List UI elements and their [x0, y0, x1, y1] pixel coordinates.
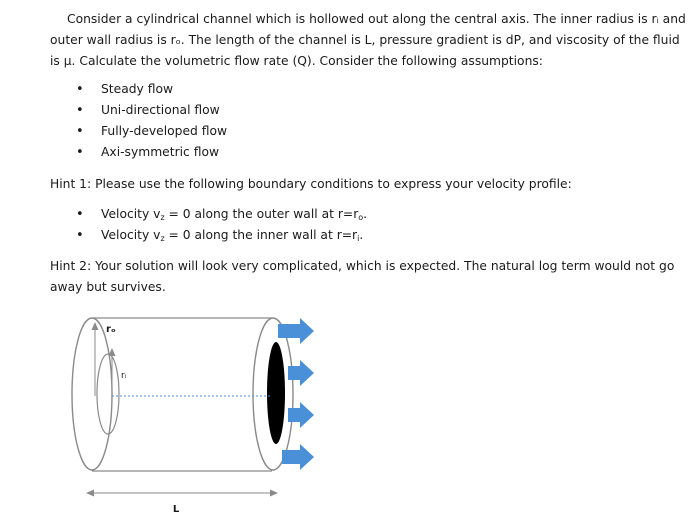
arrowhead-icon	[86, 490, 94, 497]
cylinder-diagram	[0, 310, 700, 520]
arrowhead-icon	[92, 322, 99, 330]
bullet-icon: •	[76, 124, 84, 139]
left-outer-ellipse	[72, 318, 112, 470]
boundary-conditions-list	[50, 204, 367, 246]
bullet-icon: •	[76, 228, 84, 243]
assumptions-list	[50, 79, 227, 163]
arrowhead-icon	[109, 348, 116, 356]
list-item: • Velocity $v_z = 0$ along the inner wall at $r=r_i$.	[50, 225, 367, 246]
problem-intro: Consider a cylindrical channel which is hollowed out along the central axis. The inner radius is rᵢ and outer wall radius is rₒ. The length of the channel is L, pressure gradient is dP, and viscosity of the fluid is μ. Calculate the volumetric flow rate (Q). Consider the following assumptions:	[50, 12, 686, 68]
outer-radius-label: rₒ	[106, 324, 116, 335]
bullet-icon: •	[76, 103, 84, 118]
list-item: • Axi-symmetric flow	[50, 142, 227, 163]
bullet-icon: •	[76, 145, 84, 160]
right-inner-core	[267, 342, 285, 444]
bullet-icon: •	[76, 82, 84, 97]
bullet-icon: •	[76, 207, 84, 222]
list-item: • Uni-directional flow	[50, 100, 227, 121]
list-item: • Velocity $v_z = 0$ along the outer wall at $r=r_o$.	[50, 204, 367, 225]
arrowhead-icon	[270, 490, 278, 497]
list-item: • Fully-developed flow	[50, 121, 227, 142]
length-label: L	[172, 504, 180, 515]
hint-1: Hint 1: Please use the following boundary conditions to express your velocity profile:	[50, 177, 572, 191]
hint-2: Hint 2: Your solution will look very complicated, which is expected. The natural log term would not go away but survives.	[50, 259, 675, 294]
list-item: • Steady flow	[50, 79, 227, 100]
left-inner-ellipse	[97, 354, 119, 434]
inner-radius-label: rᵢ	[121, 371, 127, 381]
